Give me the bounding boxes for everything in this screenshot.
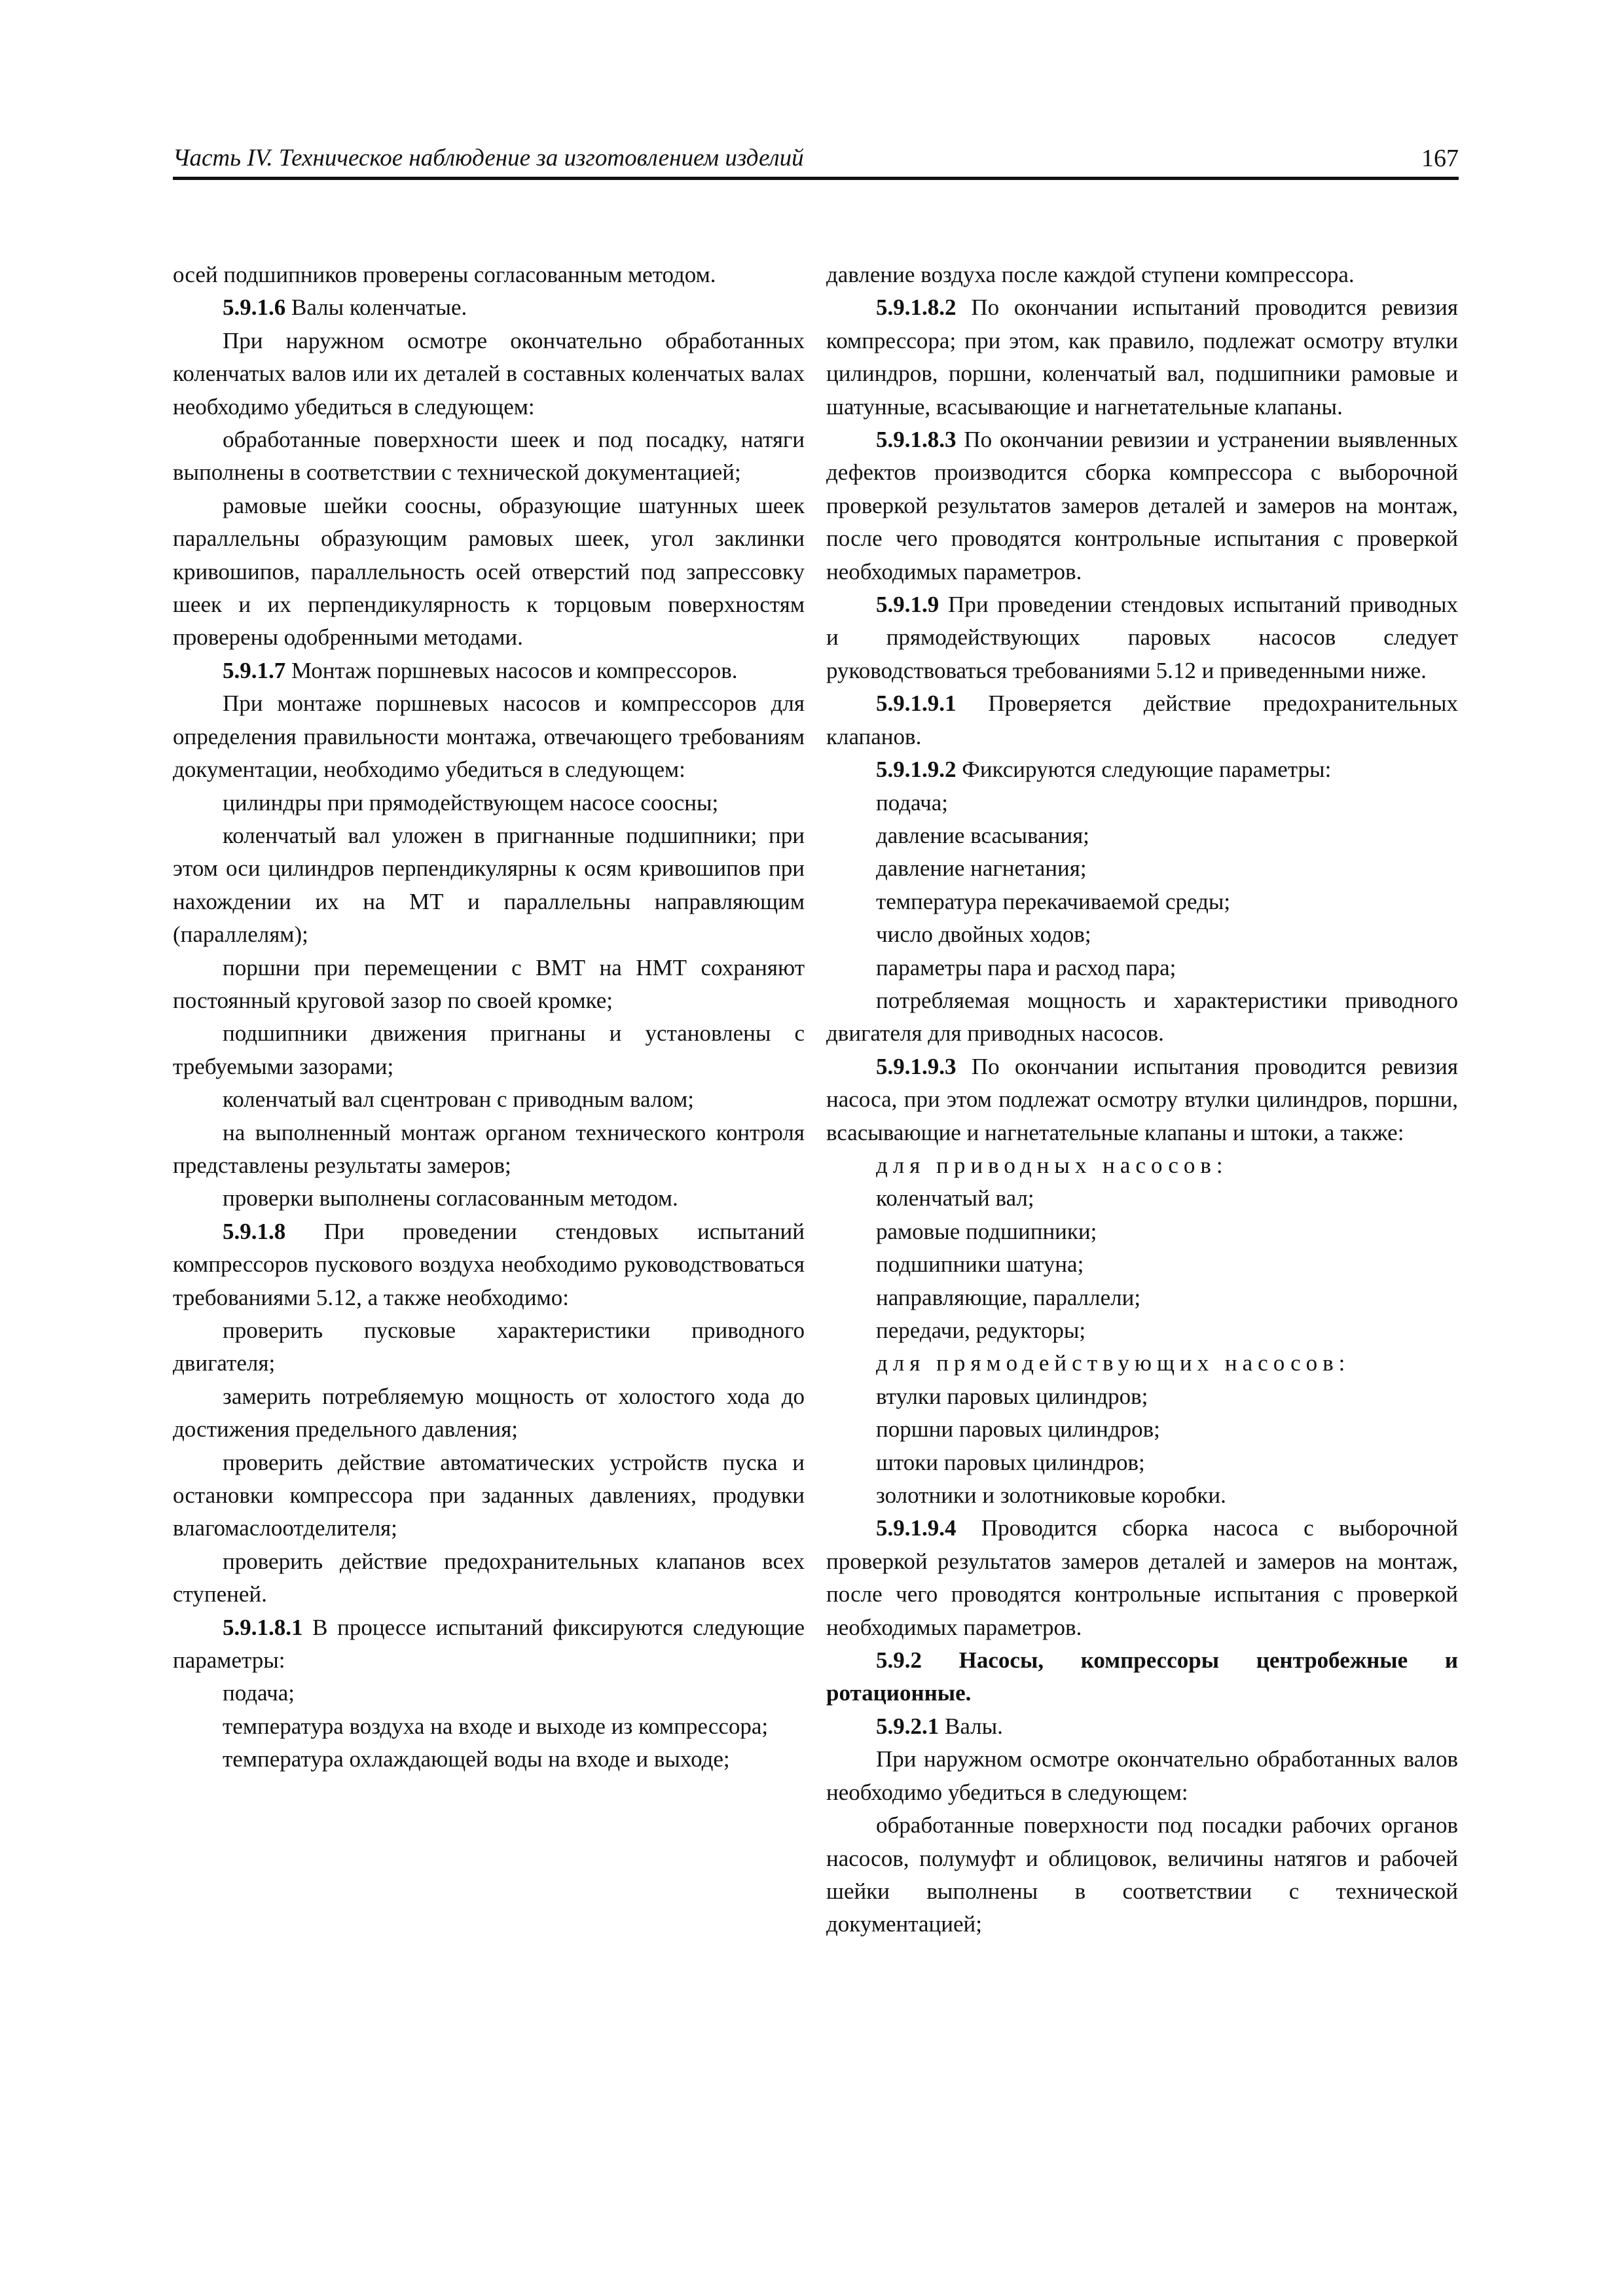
paragraph: давление нагнетания; [876, 855, 1087, 882]
paragraph: давление всасывания; [876, 822, 1089, 848]
paragraph: поршни при перемещении с ВМТ на НМТ сохраняют постоянный круговой зазор по своей кромке; [173, 954, 805, 1013]
paragraph: 5.9.1.9.4 Проводится сборка насоса с выборочной проверкой результатов замеров деталей и замеров на монтаж, после чего проводятся контрольные испытания с проверкой необходимых параметров. [826, 1515, 1458, 1640]
subheading-spaced: для приводных насосов: [876, 1152, 1228, 1178]
paragraph: температура перекачиваемой среды; [876, 888, 1231, 914]
clause-number: 5.9.1.6 [223, 295, 286, 321]
paragraph: на выполненный монтаж органом технического контроля представлены результаты замеров; [173, 1119, 805, 1178]
paragraph: втулки паровых цилиндров; [876, 1383, 1148, 1409]
paragraph: коленчатый вал; [876, 1185, 1034, 1211]
paragraph: 5.9.1.9.2 Фиксируются следующие параметры: [876, 757, 1332, 783]
clause-number: 5.9.2.1 [876, 1713, 939, 1739]
paragraph: коленчатый вал сцентрован с приводным валом; [223, 1086, 695, 1113]
header-title: Часть IV. Техническое наблюдение за изготовлением изделий [173, 145, 804, 171]
clause-number: 5.9.1.9.3 [876, 1053, 957, 1079]
clause-number: 5.9.1.9.1 [876, 691, 957, 717]
page-number: 167 [1421, 145, 1459, 172]
clause-number: 5.9.1.9 [876, 592, 939, 618]
paragraph: замерить потребляемую мощность от холостого хода до достижения предельного давления; [173, 1383, 805, 1443]
paragraph: золотники и золотниковые коробки. [876, 1482, 1226, 1509]
clause-number: 5.9.1.9.4 [876, 1515, 957, 1541]
paragraph: цилиндры при прямодействующем насосе соосны; [223, 789, 719, 816]
clause-number: 5.9.1.8.3 [876, 427, 957, 453]
paragraph: подача; [223, 1680, 295, 1706]
paragraph: рамовые подшипники; [876, 1218, 1097, 1244]
clause-number: 5.9.1.8.1 [223, 1614, 303, 1640]
paragraph: температура охлаждающей воды на входе и выходе; [223, 1746, 730, 1772]
clause-number: 5.9.1.9.2 [876, 757, 957, 783]
paragraph: обработанные поверхности шеек и под посадку, натяги выполнены в соответствии с технической документацией; [173, 427, 805, 486]
section-title: 5.9.2 Насосы, компрессоры центробежные и ротационные. [826, 1647, 1458, 1706]
paragraph: При монтаже поршневых насосов и компрессоров для определения правильности монтажа, отвечающего требованиям документации, необходимо убедиться в следующем: [173, 691, 805, 783]
paragraph: подшипники шатуна; [876, 1251, 1084, 1278]
paragraph: проверить действие автоматических устройств пуска и остановки компрессора при заданных давлениях, продувки влагомаслоотделителя; [173, 1449, 805, 1541]
paragraph: 5.9.1.9 При проведении стендовых испытаний приводных и прямодействующих паровых насосов следует руководствоваться требованиями 5.12 и приведенными ниже. [826, 592, 1458, 683]
paragraph: подшипники движения пригнаны и установлены с требуемыми зазорами; [173, 1020, 805, 1079]
paragraph: При наружном осмотре окончательно обработанных коленчатых валов или их деталей в составных коленчатых валах необходимо убедиться в следующем: [173, 327, 805, 420]
paragraph: проверки выполнены согласованным методом. [223, 1185, 678, 1211]
paragraph: проверить действие предохранительных клапанов всех ступеней. [173, 1548, 805, 1607]
clause-number: 5.9.1.8.2 [876, 295, 957, 321]
paragraph: 5.9.1.8.3 По окончании ревизии и устранении выявленных дефектов производится сборка компрессора с выборочной проверкой результатов замеров деталей и замеров на монтаж, после чего проводятся контрольные испытания с проверкой необходимых параметров. [826, 427, 1458, 584]
paragraph: потребляемая мощность и характеристики приводного двигателя для приводных насосов. [826, 987, 1458, 1047]
paragraph: 5.9.2.1 Валы. [876, 1713, 1003, 1739]
page-header [173, 137, 1459, 180]
paragraph: параметры пара и расход пара; [876, 954, 1176, 980]
left-column [173, 259, 805, 1776]
paragraph: число двойных ходов; [876, 922, 1091, 948]
paragraph: 5.9.1.7 Монтаж поршневых насосов и компрессоров. [223, 657, 738, 683]
section-heading [826, 1644, 1458, 1710]
paragraph: осей подшипников проверены согласованным методом. [173, 262, 716, 287]
paragraph: давление воздуха после каждой ступени компрессора. [826, 262, 1355, 287]
paragraph: поршни паровых цилиндров; [876, 1416, 1160, 1443]
paragraph: проверить пусковые характеристики приводного двигателя; [173, 1318, 805, 1376]
clause-number: 5.9.1.8 [223, 1218, 286, 1244]
paragraph: подача; [876, 789, 949, 816]
paragraph: 5.9.1.9.1 Проверяется действие предохранительных клапанов. [826, 691, 1458, 749]
right-column [826, 259, 1458, 1941]
paragraph: 5.9.1.9.3 По окончании испытания проводится ревизия насоса, при этом подлежат осмотру втулки цилиндров, поршни, всасывающие и нагнетательные клапаны и штоки, а также: [826, 1053, 1458, 1145]
paragraph: температура воздуха на входе и выходе из компрессора; [223, 1713, 769, 1739]
clause-number: 5.9.1.7 [223, 657, 286, 683]
paragraph: 5.9.1.6 Валы коленчатые. [223, 295, 467, 321]
paragraph: обработанные поверхности под посадки рабочих органов насосов, полумуфт и облицовок, величины натягов и рабочей шейки выполнены в соответствии с технической документацией; [826, 1812, 1458, 1937]
paragraph: При наружном осмотре окончательно обработанных валов необходимо убедиться в следующем: [826, 1746, 1458, 1805]
paragraph: штоки паровых цилиндров; [876, 1449, 1145, 1475]
paragraph: направляющие, параллели; [876, 1284, 1141, 1310]
paragraph: коленчатый вал уложен в пригнанные подшипники; при этом оси цилиндров перпендикулярны к осям кривошипов при нахождении их на МТ и параллельны направляющим (параллелям); [173, 822, 805, 948]
paragraph: 5.9.1.8.2 По окончании испытаний проводится ревизия компрессора; при этом, как правило, подлежат осмотру втулки цилиндров, поршни, коленчатый вал, подшипники рамовые и шатунные, всасывающие и нагнетательные клапаны. [826, 295, 1458, 420]
paragraph: передачи, редукторы; [876, 1318, 1086, 1343]
subheading-spaced: для прямодействующих насосов: [876, 1350, 1351, 1376]
paragraph: 5.9.1.8 При проведении стендовых испытаний компрессоров пускового воздуха необходимо руководствоваться требованиями 5.12, а также необходимо: [173, 1218, 805, 1310]
paragraph: 5.9.1.8.1 В процессе испытаний фиксируются следующие параметры: [173, 1614, 805, 1674]
paragraph: рамовые шейки соосны, образующие шатунных шеек параллельны образующим рамовых шеек, угол заклинки кривошипов, параллельность осей отверстий под запрессовку шеек и их перпендикулярность к торцовым поверхностям проверены одобренными методами. [173, 492, 805, 651]
